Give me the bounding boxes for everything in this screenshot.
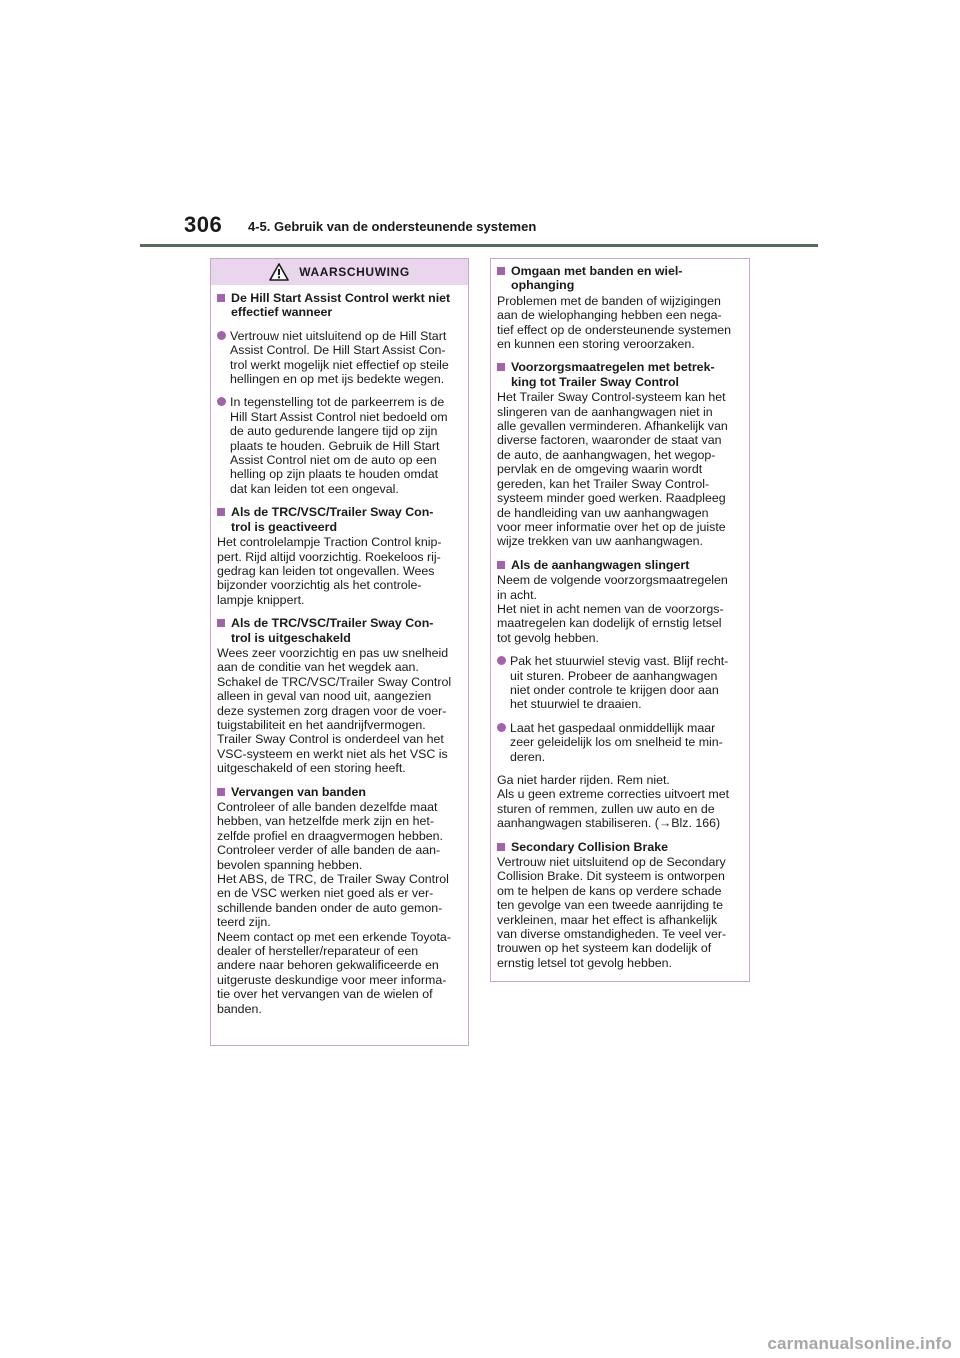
bullet-item: Pak het stuurwiel stevig vast. Blijf recht- uit sturen. Probeer de aanhangwagen niet onder controle te krijgen door aan het stuurwiel te draaien. [497,654,742,712]
warning-triangle-icon [269,263,289,281]
section-heading: De Hill Start Assist Control werkt niet effectief wanneer [217,291,461,320]
section-heading: Als de TRC/VSC/Trailer Sway Con- trol is uitgeschakeld [217,616,461,645]
warning-title: WAARSCHUWING [299,264,410,279]
round-bullet-icon [217,397,226,406]
square-bullet-icon [497,561,505,569]
section-heading: Als de aanhangwagen slingert [497,558,742,572]
warning-content [211,291,468,1016]
section-heading: Vervangen van banden [217,785,461,799]
section-text: Problemen met de banden of wijzigingen aan de wielophanging hebben een nega- tief effect op de ondersteunende systemen en kunnen een storing veroorzaken. [497,293,731,352]
section-heading: Secondary Collision Brake [497,840,742,854]
section-heading: Omgaan met banden en wiel- ophanging [497,264,742,293]
square-bullet-icon [217,619,225,627]
bullet-item: Laat het gaspedaal onmiddellijk maar zeer geleidelijk los om snelheid te min- deren. [497,721,742,764]
watermark: carmanualsonline.info [767,1334,952,1353]
page-number: 306 [184,212,223,237]
section-text: Neem de volgende voorzorgsmaatregelen in acht. Het niet in acht nemen van de voorzorgs- maatregelen kan dodelijk of ernstig letsel tot gevolg hebben. [497,573,728,645]
bullet-item: In tegenstelling tot de parkeerrem is de Hill Start Assist Control niet bedoeld om de auto gedurende langere tijd op zijn plaats te houden. Gebruik de Hill Start Assist Control niet om de auto op een helling op zijn plaats te houden omdat dat kan leiden tot een ongeval. [217,395,461,496]
round-bullet-icon [497,656,506,665]
section-heading: Voorzorgsmaatregelen met betrek- king tot Trailer Sway Control [497,360,742,389]
section-text: Controleer of alle banden dezelfde maat hebben, van hetzelfde merk zijn en het- zelfde profiel en draagvermogen hebben. Controleer verder of alle banden de aan- bevolen spanning hebben. Het ABS, de TRC, de Trailer Sway Control en de VSC werken niet goed als er ver- schillende banden onder de auto gemon- teerd zijn. Neem contact op met een erkende Toyota- dealer of hersteller/reparateur of een andere naar behoren gekwalificeerde en uitgeruste deskundige voor meer informa- tie over het vervangen van de wielen of banden. [217,800,451,1016]
square-bullet-icon [217,294,225,302]
header-rule [140,244,818,247]
square-bullet-icon [217,788,225,796]
warning-box [210,258,469,1046]
section-heading: Als de TRC/VSC/Trailer Sway Con- trol is geactiveerd [217,505,461,534]
square-bullet-icon [497,843,505,851]
round-bullet-icon [217,331,226,340]
section-text: Vertrouw niet uitsluitend op de Secondary Collision Brake. Dit systeem is ontworpen om te helpen de kans op verdere schade ten gevolge van een tweede aanrijding te verkleinen, maar het effect is afhankelijk van diverse omstandigheden. Te veel ver- trouwen op het systeem kan dodelijk of ernstig letsel tot gevolg hebben. [497,855,727,970]
section-text: Het controlelampje Traction Control knip- pert. Rijd altijd voorzichtig. Roekeloos rij- gedrag kan leiden tot ongevallen. Wees bijzonder voorzichtig als het controle- lampje knippert. [217,535,442,607]
section-text: Wees zeer voorzichtig en pas uw snelheid aan de conditie van het wegdek aan. Schakel de TRC/VSC/Trailer Sway Control alleen in geval van nood uit, aangezien deze systemen zorg dragen voor de voer- tuigstabiliteit en het aandrijfvermogen. Trailer Sway Control is onderdeel van het VSC-systeem en werkt niet als het VSC is uitgeschakeld of een storing heeft. [217,645,452,776]
square-bullet-icon [217,508,225,516]
round-bullet-icon [497,723,506,732]
section-text: Ga niet harder rijden. Rem niet. Als u geen extreme correcties uitvoert met sturen of remmen, zullen uw auto en de aanhangwagen stabiliseren. (→Blz. 166) [497,773,730,831]
bullet-item: Vertrouw niet uitsluitend op de Hill Start Assist Control. De Hill Start Assist Con- trol werkt mogelijk niet effectief op steile hellingen en op met ijs bedekte wegen. [217,329,461,387]
square-bullet-icon [497,363,505,371]
chapter-title: 4-5. Gebruik van de ondersteunende systemen [248,219,537,234]
section-text: Het Trailer Sway Control-systeem kan het slingeren van de aanhangwagen niet in alle gevallen verminderen. Afhankelijk van diverse factoren, waaronder de staat van de auto, de aanhangwagen, het wegop- pervlak en de omgeving waarin wordt gereden, kan het Trailer Sway Control- systeem minder goed werken. Raadpleeg de handleiding van uw aanhangwagen voor meer informatie over het op de juiste wijze trekken van uw aanhangwagen. [497,390,728,549]
warning-content-continued [491,259,749,970]
warning-header [211,259,468,285]
square-bullet-icon [497,267,505,275]
warning-box-continued [490,258,750,982]
